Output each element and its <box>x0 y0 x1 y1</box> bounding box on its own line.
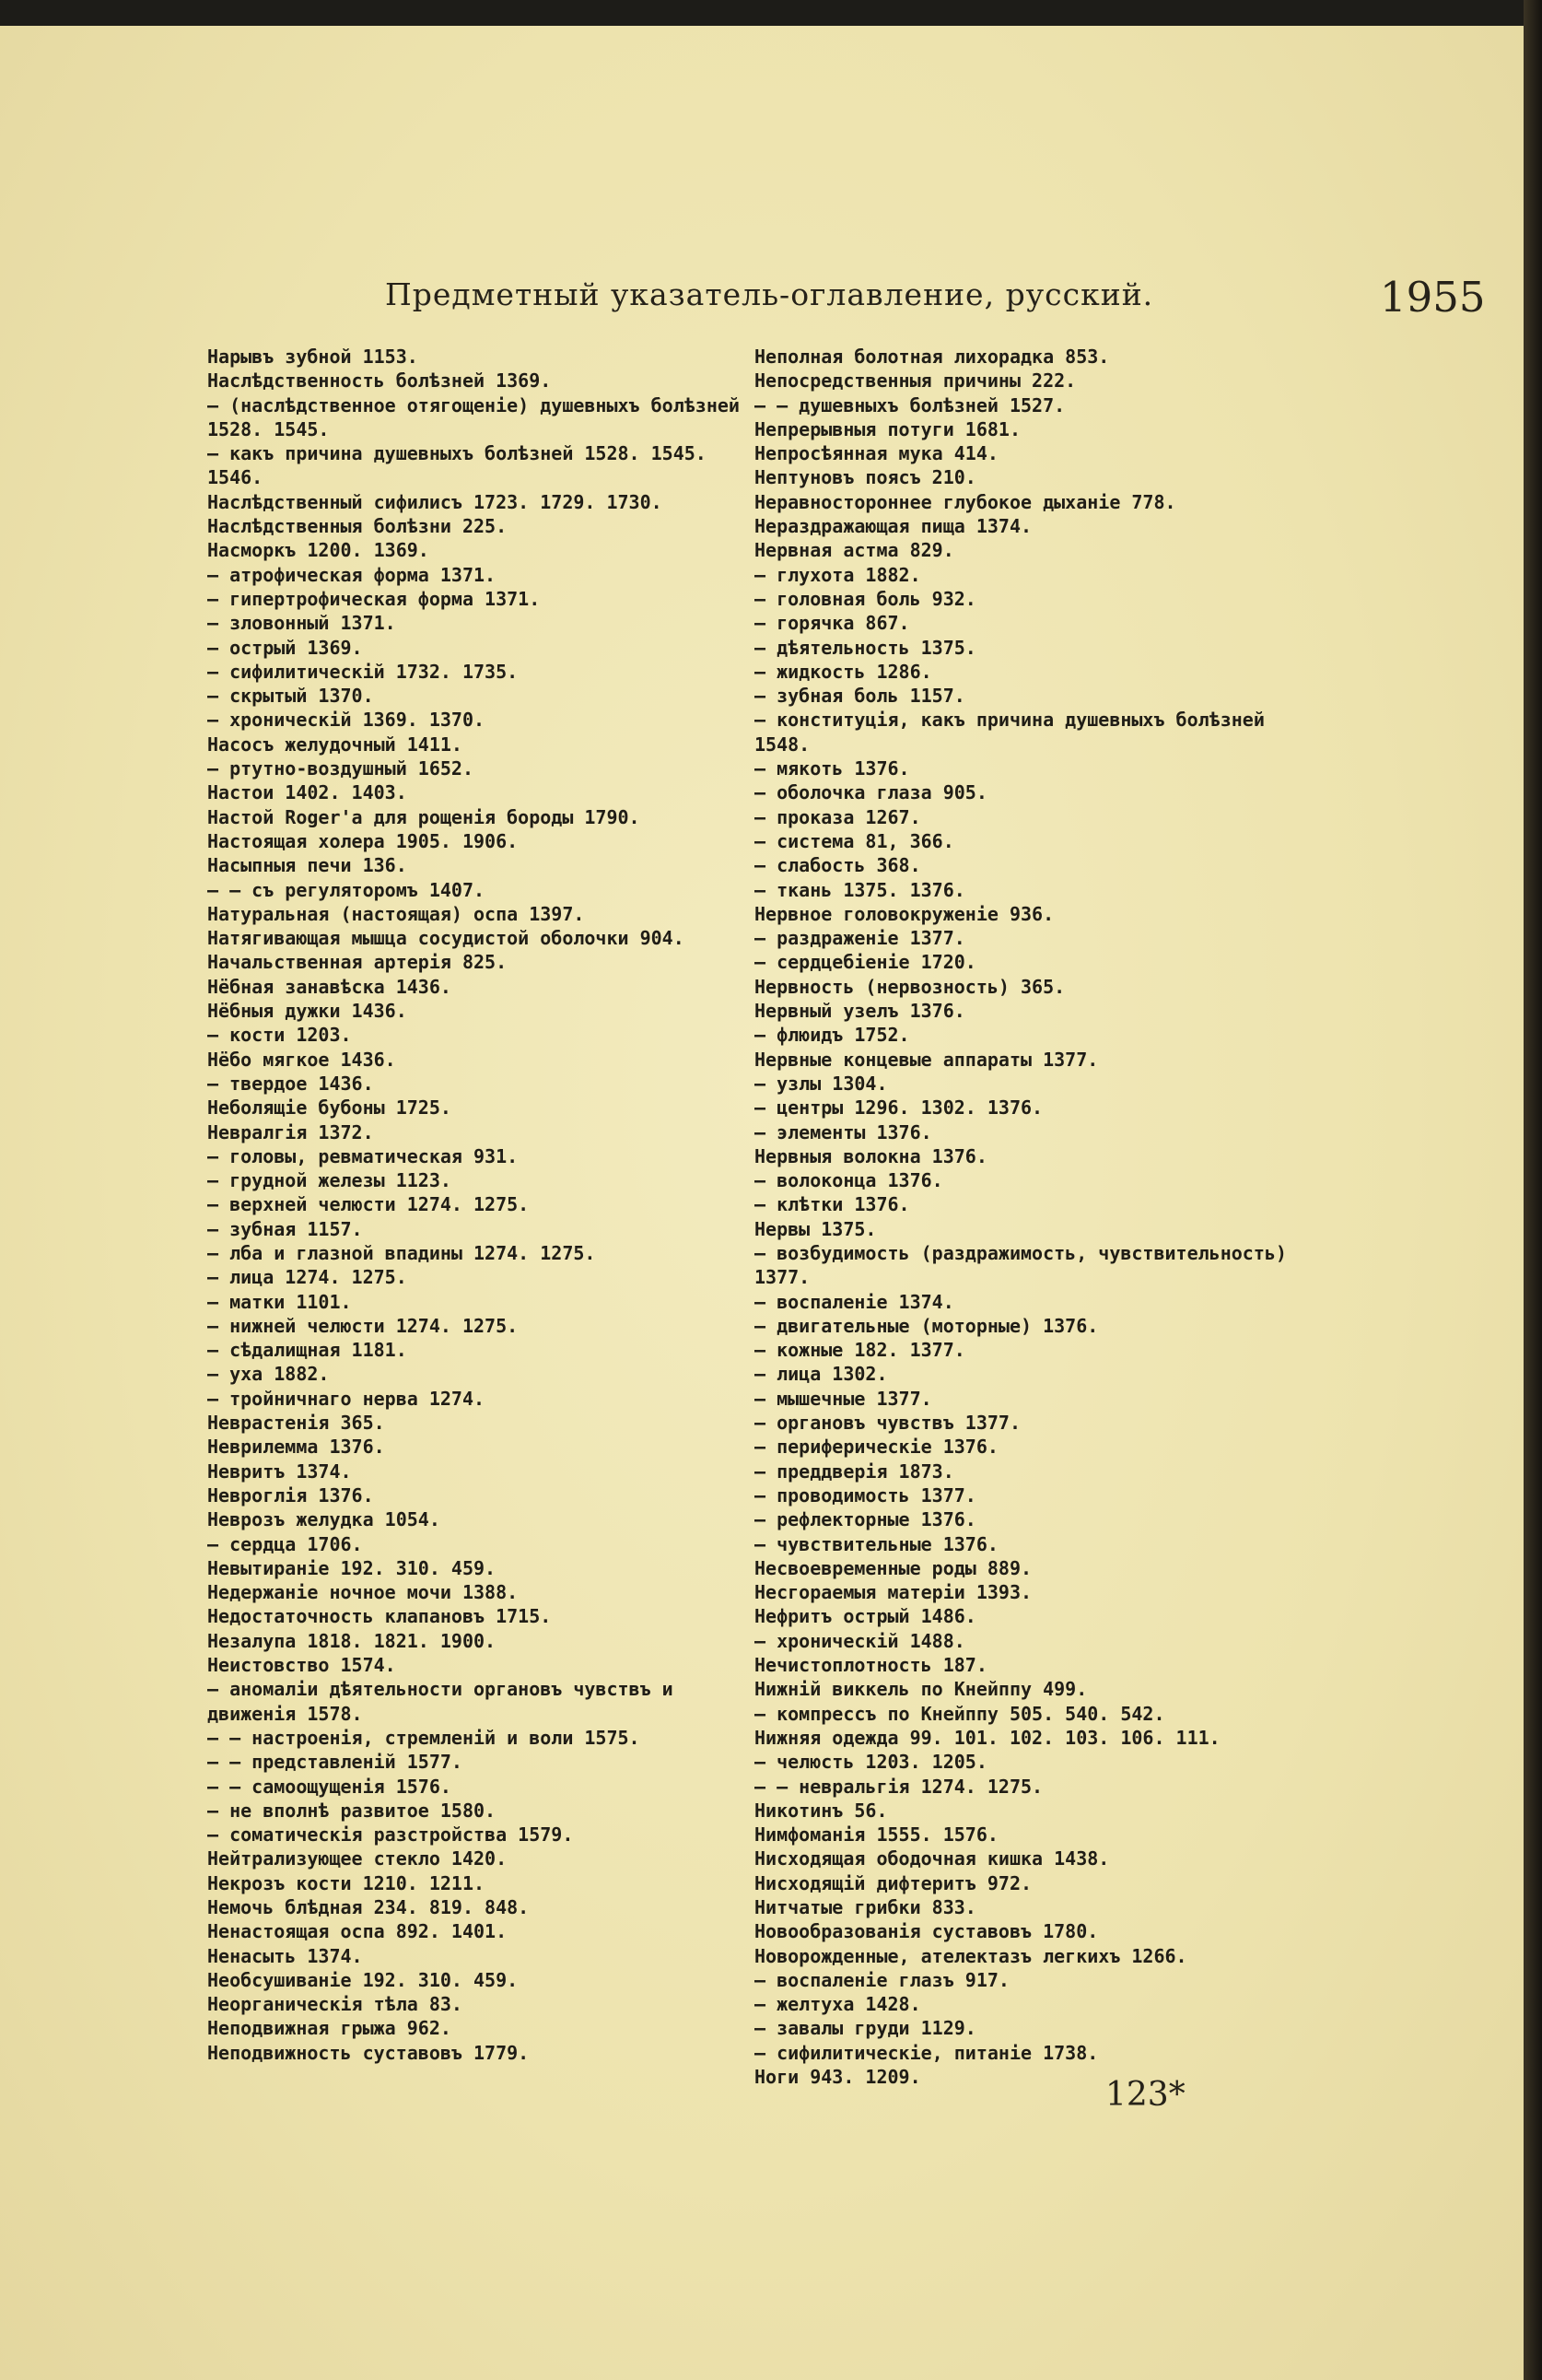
index-entry: Наслѣдственность болѣзней 1369. <box>207 369 552 393</box>
index-entry: Наслѣдственныя болѣзни 225. <box>207 515 508 538</box>
index-entry: Некрозъ кости 1210. 1211. <box>207 1871 485 1894</box>
index-entry: Ненасыть 1374. <box>207 1944 363 1967</box>
index-entry: Никотинъ 56. <box>754 1799 888 1822</box>
index-entry: — соматическія разстройства 1579. <box>207 1823 574 1847</box>
index-entry: Несгораемыя матеріи 1393. <box>754 1581 1033 1604</box>
index-entry: — твердое 1436. <box>207 1072 374 1095</box>
index-entry: Нижняя одежда 99. 101. 102. 103. 106. 111. <box>754 1726 1221 1749</box>
index-entry: Нервность (нервозность) 365. <box>754 975 1066 998</box>
index-entry: Невытираніе 192. 310. 459. <box>207 1556 496 1579</box>
index-entry: — — представленій 1577. <box>207 1751 462 1774</box>
index-entry: Нефритъ острый 1486. <box>754 1605 976 1628</box>
index-entry: Нимфоманія 1555. 1576. <box>754 1823 999 1847</box>
index-entry: — хроническій 1369. 1370. <box>207 709 485 732</box>
index-entry: — — настроенія, стремленій и воли 1575. <box>207 1726 640 1749</box>
index-entry: Нервы 1375. <box>754 1217 877 1240</box>
index-entry: Насосъ желудочный 1411. <box>207 733 462 756</box>
index-entry: Непросѣянная мука 414. <box>754 442 999 465</box>
index-entry: — хроническій 1488. <box>754 1629 965 1652</box>
index-entry: — чувствительные 1376. <box>754 1532 999 1555</box>
index-entry: Нейтрализующее стекло 1420. <box>207 1847 508 1870</box>
index-entry: Нёбныя дужки 1436. <box>207 1000 407 1023</box>
index-entry: Наслѣдственный сифилисъ 1723. 1729. 1730. <box>207 490 662 513</box>
index-entry: — система 81, 366. <box>754 829 954 852</box>
index-entry: Нёбо мягкое 1436. <box>207 1048 396 1071</box>
index-entry: — грудной железы 1123. <box>207 1169 451 1192</box>
index-entry: — рефлекторные 1376. <box>754 1508 976 1531</box>
index-entry: Неподвижность суставовъ 1779. <box>207 2041 530 2064</box>
index-entry: — мякоть 1376. <box>754 757 910 780</box>
index-entry: Неподвижная грыжа 962. <box>207 2017 451 2040</box>
index-entry: — двигательные (моторные) 1376. <box>754 1314 1099 1337</box>
index-entry: — зловонный 1371. <box>207 612 396 635</box>
index-entry: Нёбная занавѣска 1436. <box>207 975 451 998</box>
index-entry: Нераздражающая пища 1374. <box>754 515 1033 538</box>
index-entry: — гипертрофическая форма 1371. <box>207 587 541 610</box>
index-entry: — верхней челюсти 1274. 1275. <box>207 1193 530 1216</box>
index-entry: Неврастенія 365. <box>207 1412 385 1435</box>
index-entry: — лица 1274. 1275. <box>207 1266 407 1289</box>
index-entry: Невроглія 1376. <box>207 1483 374 1507</box>
index-entry: — скрытый 1370. <box>207 685 374 708</box>
index-entry: — кожные 182. 1377. <box>754 1339 965 1362</box>
index-entry: — головы, ревматическая 931. <box>207 1144 519 1167</box>
index-entry: — какъ причина душевныхъ болѣзней 1528. 1545. 1546. <box>207 442 707 489</box>
index-entry: — лба и глазной впадины 1274. 1275. <box>207 1241 596 1264</box>
index-entry: — зубная 1157. <box>207 1217 363 1240</box>
index-entry: — волоконца 1376. <box>754 1169 943 1192</box>
index-entry: Непосредственныя причины 222. <box>754 369 1077 393</box>
index-entry: — горячка 867. <box>754 612 910 635</box>
index-entry: — флюидъ 1752. <box>754 1024 910 1047</box>
index-entry: — проводимость 1377. <box>754 1483 976 1507</box>
index-entry: — возбудимость (раздражимость, чувствительность) 1377. <box>754 1241 1287 1289</box>
index-entry: Нервное головокруженіе 936. <box>754 902 1055 925</box>
index-entry: Необсушиваніе 192. 310. 459. <box>207 1968 519 1991</box>
index-entry: — аномаліи дѣятельности органовъ чувствъ и движенія 1578. <box>207 1678 673 1725</box>
index-entry: Настой Roger'а для рощенія бороды 1790. <box>207 805 640 828</box>
index-entry: Новорожденные, ателектазъ легкихъ 1266. <box>754 1944 1187 1967</box>
index-entry: — матки 1101. <box>207 1290 352 1313</box>
index-entry: — клѣтки 1376. <box>754 1193 910 1216</box>
index-entry: Несвоевременные роды 889. <box>754 1556 1033 1579</box>
index-entry: Настои 1402. 1403. <box>207 781 407 804</box>
index-column-left <box>207 345 749 2065</box>
index-entry: — завалы груди 1129. <box>754 2017 976 2040</box>
index-entry: Неорганическія тѣла 83. <box>207 1993 462 2016</box>
index-entry: Неврилемма 1376. <box>207 1436 385 1459</box>
index-entry: — не вполнѣ развитое 1580. <box>207 1799 496 1822</box>
index-entry: Нижній виккель по Кнейппу 499. <box>754 1678 1088 1701</box>
index-entry: — желтуха 1428. <box>754 1993 921 2016</box>
index-entry: Ненастоящая оспа 892. 1401. <box>207 1920 508 1943</box>
index-entry: Нечистоплотность 187. <box>754 1654 987 1677</box>
index-entry: Натуральная (настоящая) оспа 1397. <box>207 902 585 925</box>
index-entry: Неравностороннее глубокое дыханіе 778. <box>754 490 1176 513</box>
index-entry: Нисходящая ободочная кишка 1438. <box>754 1847 1110 1870</box>
index-entry: — проказа 1267. <box>754 805 921 828</box>
book-spine-edge <box>1524 0 1542 2380</box>
index-entry: — — самоощущенія 1576. <box>207 1775 451 1798</box>
index-entry: Нитчатые грибки 833. <box>754 1896 976 1918</box>
index-entry: — ткань 1375. 1376. <box>754 878 965 901</box>
index-entry: Нептуновъ поясъ 210. <box>754 466 976 489</box>
index-entry: — атрофическая форма 1371. <box>207 563 496 586</box>
index-entry: — челюсть 1203. 1205. <box>754 1751 987 1774</box>
index-entry: — сифилитическіе, питаніе 1738. <box>754 2041 1099 2064</box>
index-entry: — преддверія 1873. <box>754 1460 954 1483</box>
index-entry: Ноги 943. 1209. <box>754 2066 921 2089</box>
index-entry: Нисходящій дифтеритъ 972. <box>754 1871 1033 1894</box>
index-entry: Нервный узелъ 1376. <box>754 1000 965 1023</box>
index-entry: Натягивающая мышца сосудистой оболочки 904. <box>207 927 684 950</box>
index-entry: — ртутно-воздушный 1652. <box>207 757 473 780</box>
index-entry: — — съ регуляторомъ 1407. <box>207 878 485 901</box>
index-entry: — сердцебіеніе 1720. <box>754 951 976 974</box>
index-entry: — сердца 1706. <box>207 1532 363 1555</box>
book-page <box>0 26 1524 2380</box>
index-entry: Неболящіе бубоны 1725. <box>207 1096 451 1120</box>
running-header: Предметный указатель-оглавление, русский. <box>385 276 1154 312</box>
index-entry: — острый 1369. <box>207 636 363 659</box>
index-entry: Незалупа 1818. 1821. 1900. <box>207 1629 496 1652</box>
index-entry: — тройничнаго нерва 1274. <box>207 1387 485 1410</box>
index-entry: Непрерывныя потуги 1681. <box>754 417 1021 440</box>
index-entry: — глухота 1882. <box>754 563 921 586</box>
index-entry: — центры 1296. 1302. 1376. <box>754 1096 1044 1120</box>
index-entry: — жидкость 1286. <box>754 660 932 683</box>
index-entry: Невритъ 1374. <box>207 1460 352 1483</box>
index-column-right <box>754 345 1296 2089</box>
index-entry: — оболочка глаза 905. <box>754 781 987 804</box>
index-entry: Неполная болотная лихорадка 853. <box>754 346 1110 368</box>
index-entry: Начальственная артерія 825. <box>207 951 508 974</box>
index-entry: Насыпныя печи 136. <box>207 854 407 877</box>
index-entry: — сифилитическій 1732. 1735. <box>207 660 519 683</box>
index-entry: Насморкъ 1200. 1369. <box>207 539 429 562</box>
index-entry: — нижней челюсти 1274. 1275. <box>207 1314 519 1337</box>
index-entry: — (наслѣдственное отягощеніе) душевныхъ болѣзней 1528. 1545. <box>207 393 740 440</box>
signature-mark: 123* <box>1105 2076 1186 2114</box>
index-entry: Неистовство 1574. <box>207 1654 396 1677</box>
index-entry: — воспаленіе 1374. <box>754 1290 954 1313</box>
index-entry: — элементы 1376. <box>754 1120 932 1143</box>
index-entry: — — невральгія 1274. 1275. <box>754 1775 1044 1798</box>
index-entry: — уха 1882. <box>207 1363 330 1386</box>
index-entry: — органовъ чувствъ 1377. <box>754 1412 1021 1435</box>
index-entry: Настоящая холера 1905. 1906. <box>207 829 519 852</box>
index-entry: — узлы 1304. <box>754 1072 888 1095</box>
index-entry: — зубная боль 1157. <box>754 685 965 708</box>
index-entry: — периферическіе 1376. <box>754 1436 999 1459</box>
index-entry: Нервные концевые аппараты 1377. <box>754 1048 1099 1071</box>
index-entry: Недержаніе ночное мочи 1388. <box>207 1581 519 1604</box>
index-entry: — слабость 368. <box>754 854 921 877</box>
index-entry: — — душевныхъ болѣзней 1527. <box>754 393 1066 416</box>
index-entry: — компрессъ по Кнейппу 505. 540. 542. <box>754 1702 1165 1725</box>
index-entry: — кости 1203. <box>207 1024 352 1047</box>
index-entry: — сѣдалищная 1181. <box>207 1339 407 1362</box>
index-entry: Нервныя волокна 1376. <box>754 1144 987 1167</box>
index-entry: Нервная астма 829. <box>754 539 954 562</box>
index-entry: — воспаленіе глазъ 917. <box>754 1968 1010 1991</box>
index-entry: — лица 1302. <box>754 1363 888 1386</box>
index-entry: — конституція, какъ причина душевныхъ болѣзней 1548. <box>754 709 1265 756</box>
index-entry: — раздраженіе 1377. <box>754 927 965 950</box>
index-entry: — дѣятельность 1375. <box>754 636 976 659</box>
index-entry: — мышечные 1377. <box>754 1387 932 1410</box>
index-entry: Нарывъ зубной 1153. <box>207 346 418 368</box>
index-entry: Немочь блѣдная 234. 819. 848. <box>207 1896 530 1918</box>
index-entry: Недостаточность клапановъ 1715. <box>207 1605 552 1628</box>
index-entry: — головная боль 932. <box>754 587 976 610</box>
page-number: 1955 <box>1380 273 1486 322</box>
index-entry: Невралгія 1372. <box>207 1120 374 1143</box>
index-entry: Неврозъ желудка 1054. <box>207 1508 440 1531</box>
index-entry: Новообразованія суставовъ 1780. <box>754 1920 1099 1943</box>
